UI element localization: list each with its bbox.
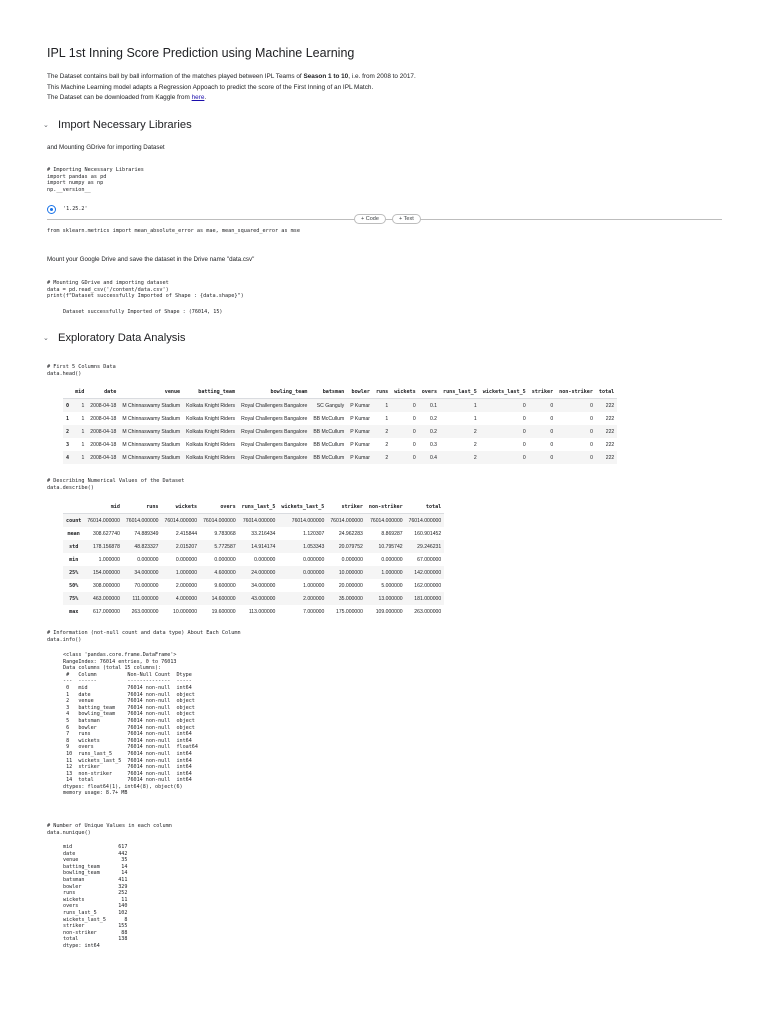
table-cell: 34.000000 (123, 566, 162, 579)
table-cell: 0.000000 (175, 556, 198, 563)
table-cell: Kolkata Knight Riders (183, 451, 238, 464)
table-cell: 76014.000000 (406, 514, 445, 528)
table-row (63, 553, 444, 566)
row-index: min (69, 556, 79, 563)
table-cell: M Chinnaswamy Stadium (119, 425, 183, 438)
table-cell: 0.000000 (137, 556, 159, 563)
table-cell: 76014.000000 (239, 514, 279, 528)
column-header: wickets_last_5 (480, 385, 529, 399)
row-index: mean (67, 530, 80, 537)
table-cell: 1 (385, 415, 389, 422)
table-cell: 617.000000 (93, 608, 120, 615)
code-cell-describe[interactable]: # Describing Numerical Values of the Dataset data.describe() (47, 478, 185, 491)
markdown-mounting: and Mounting GDrive for importing Dataset (47, 144, 165, 151)
table-cell: 0 (529, 425, 556, 438)
table-row (63, 514, 444, 528)
column-header: non-striker (366, 500, 406, 514)
column-header: non-striker (556, 385, 596, 399)
row-index: 0 (63, 399, 72, 413)
table-cell: BB McCullum (310, 425, 347, 438)
intro-line-3: The Dataset can be downloaded from Kaggle from here. (47, 94, 207, 101)
table-cell: 2 (440, 451, 480, 464)
table-cell: 0.4 (419, 451, 440, 464)
table-cell: 113.000000 (248, 608, 276, 615)
table-cell: 0.000000 (214, 556, 236, 563)
table-cell: 2 (373, 425, 391, 438)
notebook-title: IPL 1st Inning Score Prediction using Machine Learning (47, 46, 355, 60)
table-cell: 2.415844 (175, 530, 198, 537)
table-cell: 1.000000 (366, 566, 406, 579)
code-cell-info[interactable]: # Information (not-null count and data type) About Each Column data.info() (47, 630, 241, 643)
table-cell: 0 (391, 425, 418, 438)
table-cell: 222 (596, 399, 617, 413)
table-cell: 0 (480, 451, 529, 464)
table-cell: 0.2 (429, 415, 438, 422)
code-cell-metrics[interactable]: from sklearn.metrics import mean_absolute_error as mae, mean_squared_error as mse (47, 228, 300, 234)
cell-output-shape: Dataset successfully Imported of Shape : (76014, 15) (63, 309, 223, 315)
table-cell: M Chinnaswamy Stadium (122, 441, 181, 448)
table-cell: 222 (605, 415, 615, 422)
table-cell: 2008-04-18 (90, 441, 117, 448)
code-cell-nunique[interactable]: # Number of Unique Values in each column data.nunique() (47, 823, 172, 836)
column-header: runs_last_5 (239, 500, 279, 514)
table-cell: 2008-04-18 (87, 451, 119, 464)
table-cell: 263.000000 (131, 608, 159, 615)
table-cell: Royal Challengers Bangalore (241, 441, 308, 448)
column-header: striker (529, 385, 556, 399)
code-cell-read-csv[interactable]: # Mounting GDrive and importing dataset data = pd.read_csv('/content/data.csv') print(f"Dataset successfully Imported of Shape : {data.shape}") (47, 280, 244, 299)
table-row (63, 399, 617, 413)
table-cell: 162.000000 (414, 582, 442, 589)
table-cell: 0 (480, 399, 529, 413)
table-cell: 7.000000 (303, 608, 325, 615)
column-header: batsman (310, 385, 347, 399)
table-cell: 0 (480, 425, 529, 438)
table-cell: 181.000000 (406, 592, 445, 605)
table-cell: 2 (385, 441, 389, 448)
kaggle-link[interactable]: here (191, 94, 205, 101)
table-cell: 0 (391, 451, 418, 464)
column-header: runs (123, 500, 162, 514)
table-cell: 0 (522, 415, 526, 422)
column-header: bowler (347, 385, 373, 399)
row-index: 75% (63, 592, 84, 605)
markdown-mount-drive: Mount your Google Drive and save the dataset in the Drive name "data.csv" (47, 256, 255, 263)
table-cell: 10.000000 (327, 566, 366, 579)
table-cell: Kolkata Knight Riders (183, 425, 238, 438)
table-cell: 263.000000 (414, 608, 442, 615)
table-cell: BB McCullum (313, 415, 345, 422)
table-cell: 308.000000 (93, 582, 120, 589)
table-cell: 9.783068 (214, 530, 236, 537)
table-cell: Royal Challengers Bangalore (241, 415, 308, 422)
table-cell: 0.000000 (278, 566, 327, 579)
table-cell: 70.000000 (134, 582, 159, 589)
table-cell: 1 (72, 451, 87, 464)
table-cell: M Chinnaswamy Stadium (122, 415, 181, 422)
column-header: wickets_last_5 (278, 500, 327, 514)
column-header: bowling_team (238, 385, 310, 399)
table-cell: P Kumar (350, 441, 370, 448)
table-cell: 76014.000000 (84, 514, 123, 528)
table-cell: 5.772587 (200, 540, 239, 553)
describe-table (63, 500, 444, 618)
table-cell: Royal Challengers Bangalore (238, 399, 310, 413)
column-header (63, 385, 72, 399)
table-cell: 2008-04-18 (90, 415, 117, 422)
table-cell: 24.962283 (338, 530, 363, 537)
table-cell: P Kumar (347, 425, 373, 438)
table-cell: 1.120307 (303, 530, 325, 537)
table-cell: 0 (529, 399, 556, 413)
table-cell: 0 (556, 451, 596, 464)
table-cell: 0.000000 (254, 556, 276, 563)
table-cell: 76014.000000 (327, 514, 366, 528)
table-cell: 0.2 (419, 425, 440, 438)
column-header: runs_last_5 (440, 385, 480, 399)
table-cell: BB McCullum (310, 451, 347, 464)
table-cell: 76014.000000 (200, 514, 239, 528)
section-heading-import[interactable]: ⌄ Import Necessary Libraries (43, 119, 192, 131)
table-cell: P Kumar (350, 415, 370, 422)
table-cell: Royal Challengers Bangalore (238, 425, 310, 438)
table-cell: 1 (440, 399, 480, 413)
table-cell: 0.1 (419, 399, 440, 413)
table-cell: 175.000000 (335, 608, 363, 615)
column-header: wickets (391, 385, 418, 399)
table-cell: Kolkata Knight Riders (183, 399, 238, 413)
table-cell: 1 (81, 441, 85, 448)
table-cell: 2008-04-18 (87, 425, 119, 438)
table-cell: 14.600000 (200, 592, 239, 605)
row-index: count (63, 514, 84, 528)
table-cell: 0 (556, 425, 596, 438)
table-cell: 0 (590, 415, 593, 422)
table-cell: 1.000000 (303, 582, 325, 589)
table-cell: 13.000000 (366, 592, 406, 605)
table-cell: 2 (440, 425, 480, 438)
table-cell: 1 (72, 399, 87, 413)
output-icon[interactable] (47, 205, 56, 214)
table-cell: 35.000000 (327, 592, 366, 605)
add-text-button[interactable]: + Text (392, 214, 421, 224)
table-cell: 1 (72, 425, 87, 438)
chevron-down-icon[interactable]: ⌄ (43, 122, 49, 129)
column-header: venue (119, 385, 183, 399)
table-cell: 0.000000 (381, 556, 403, 563)
table-cell: 34.000000 (251, 582, 276, 589)
table-cell: 24.000000 (239, 566, 279, 579)
column-header: mid (84, 500, 123, 514)
table-cell: 222 (596, 451, 617, 464)
table-cell: Kolkata Knight Riders (186, 441, 236, 448)
table-cell: 76014.000000 (278, 514, 327, 528)
table-cell: 2.015207 (162, 540, 201, 553)
cell-output-nunique: mid 617 date 442 venue 35 batting_team 14 bowling_team 14 batsman 411 bowler 329 runs 252 wickets 11 overs 140 runs_last_5 102 wickets_last_5 8 striker 155 non-striker 88 total 138 dtype: int64 (63, 844, 128, 949)
chevron-down-icon[interactable]: ⌄ (43, 335, 49, 342)
table-cell: 0.000000 (303, 556, 325, 563)
intro-line-1: The Dataset contains ball by ball information of the matches played between IPL Teams of Season 1 to 10, i.e. from 2008 to 2017. (47, 73, 416, 80)
cell-output-version: '1.25.2' (63, 206, 88, 212)
head-table (63, 385, 617, 464)
table-cell: 48.823327 (123, 540, 162, 553)
row-index: max (69, 608, 79, 615)
table-cell: 111.000000 (123, 592, 162, 605)
table-row (63, 527, 444, 540)
table-cell: 1 (473, 415, 477, 422)
table-cell: 109.000000 (375, 608, 403, 615)
row-index: 3 (66, 441, 70, 448)
table-cell: 0 (412, 415, 416, 422)
table-cell: 1 (373, 399, 391, 413)
row-index: 25% (63, 566, 84, 579)
column-header: overs (419, 385, 440, 399)
table-cell: 5.000000 (381, 582, 403, 589)
table-cell: 29.246231 (406, 540, 445, 553)
table-cell: 43.000000 (239, 592, 279, 605)
column-header: overs (200, 500, 239, 514)
table-cell: 0 (412, 441, 416, 448)
table-cell: 0 (391, 399, 418, 413)
table-cell: Royal Challengers Bangalore (238, 451, 310, 464)
column-header: mid (72, 385, 87, 399)
table-cell: BB McCullum (313, 441, 345, 448)
table-cell: 154.000000 (84, 566, 123, 579)
table-cell: 1 (81, 415, 85, 422)
table-row (63, 451, 617, 464)
table-cell: 67.000000 (417, 556, 442, 563)
table-row (63, 412, 617, 425)
column-header: total (596, 385, 617, 399)
table-cell: 19.600000 (211, 608, 236, 615)
table-cell: 0.3 (429, 441, 438, 448)
table-cell: 76014.000000 (366, 514, 406, 528)
dataframe-head-output (63, 385, 617, 464)
column-header (63, 500, 84, 514)
table-cell: 76014.000000 (123, 514, 162, 528)
table-cell: 2.000000 (278, 592, 327, 605)
column-header: batting_team (183, 385, 238, 399)
table-cell: 10.795742 (366, 540, 406, 553)
row-index: std (63, 540, 84, 553)
table-cell: 14.914174 (239, 540, 279, 553)
table-cell: SC Ganguly (310, 399, 347, 413)
row-index: 2 (63, 425, 72, 438)
dataframe-describe-output (63, 500, 444, 618)
table-cell: 0 (522, 441, 526, 448)
table-cell: 74.889349 (134, 530, 159, 537)
column-header: wickets (162, 500, 201, 514)
table-row (63, 425, 617, 438)
table-cell: 0.000000 (341, 556, 363, 563)
intro-text (47, 72, 416, 104)
row-index: 50% (69, 582, 79, 589)
table-cell: 20.000000 (338, 582, 363, 589)
column-header: striker (327, 500, 366, 514)
table-cell: 1.053343 (278, 540, 327, 553)
table-cell: 76014.000000 (162, 514, 201, 528)
row-index: 1 (66, 415, 70, 422)
table-cell: 0 (590, 441, 593, 448)
table-row (63, 540, 444, 553)
table-cell: P Kumar (347, 399, 373, 413)
column-header: total (406, 500, 445, 514)
table-cell: 2 (373, 451, 391, 464)
table-cell: 308.627740 (93, 530, 120, 537)
table-cell: 2 (473, 441, 477, 448)
table-cell: 0 (550, 441, 554, 448)
table-cell: 1.000000 (162, 566, 201, 579)
table-cell: M Chinnaswamy Stadium (119, 451, 183, 464)
table-row (63, 592, 444, 605)
code-cell-head[interactable]: # First 5 Columns Data data.head() (47, 364, 116, 377)
intro-line-2: This Machine Learning model adapts a Regression Appoach to predict the score of the First Inning of an IPL Match. (47, 83, 374, 91)
table-cell: 222 (596, 425, 617, 438)
table-cell: 9.600000 (214, 582, 236, 589)
table-cell: P Kumar (347, 451, 373, 464)
table-row (63, 605, 444, 618)
add-code-button[interactable]: + Code (354, 214, 386, 224)
table-cell: 142.000000 (406, 566, 445, 579)
table-cell: Kolkata Knight Riders (186, 415, 236, 422)
cell-output-info: <class 'pandas.core.frame.DataFrame'> RangeIndex: 76014 entries, 0 to 76013 Data columns (total 15 columns): # Column Non-Null Count Dtype --- ------ -------------- ----- 0 mid 76014 non-null int64 1 date 76014 non-null object 2 venue 76014 non-null object 3 batting_team 76014 non-null object 4 bowling_team 76014 non-null object 5 batsman 76014 non-null object 6 bowler 76014 non-null object 7 runs 76014 non-null int64 8 wickets 76014 non-null int64 9 overs 76014 non-null float64 10 runs_last_5 76014 non-null int64 11 wickets_last_5 76014 non-null int64 12 striker 76014 non-null int64 13 non-striker 76014 non-null int64 14 total 76014 non-null int64 dtypes: float64(1), int64(8), object(6) memory usage: 8.7+ MB (63, 652, 198, 797)
table-cell: 0 (529, 451, 556, 464)
table-cell: 2008-04-18 (87, 399, 119, 413)
table-cell: 463.000000 (84, 592, 123, 605)
table-cell: 222 (605, 441, 615, 448)
column-header: date (87, 385, 119, 399)
table-cell: 2.000000 (175, 582, 198, 589)
table-row (63, 438, 617, 451)
column-header: runs (373, 385, 391, 399)
table-cell: 1.000000 (98, 556, 120, 563)
table-cell: 4.000000 (162, 592, 201, 605)
table-cell: 160.901452 (414, 530, 442, 537)
table-cell: 0 (550, 415, 554, 422)
table-cell: 178.156878 (84, 540, 123, 553)
table-cell: 33.216434 (251, 530, 276, 537)
table-cell: 4.600000 (200, 566, 239, 579)
table-cell: 8.869287 (381, 530, 403, 537)
code-cell-imports[interactable]: # Importing Necessary Libraries import pandas as pd import numpy as np np.__version__ (47, 167, 144, 193)
row-index: 4 (63, 451, 72, 464)
section-heading-eda[interactable]: ⌄ Exploratory Data Analysis (43, 332, 186, 344)
table-cell: 10.000000 (172, 608, 198, 615)
table-cell: 0 (556, 399, 596, 413)
table-row (63, 566, 444, 579)
table-row (63, 579, 444, 592)
table-cell: M Chinnaswamy Stadium (119, 399, 183, 413)
table-cell: 20.079752 (327, 540, 366, 553)
